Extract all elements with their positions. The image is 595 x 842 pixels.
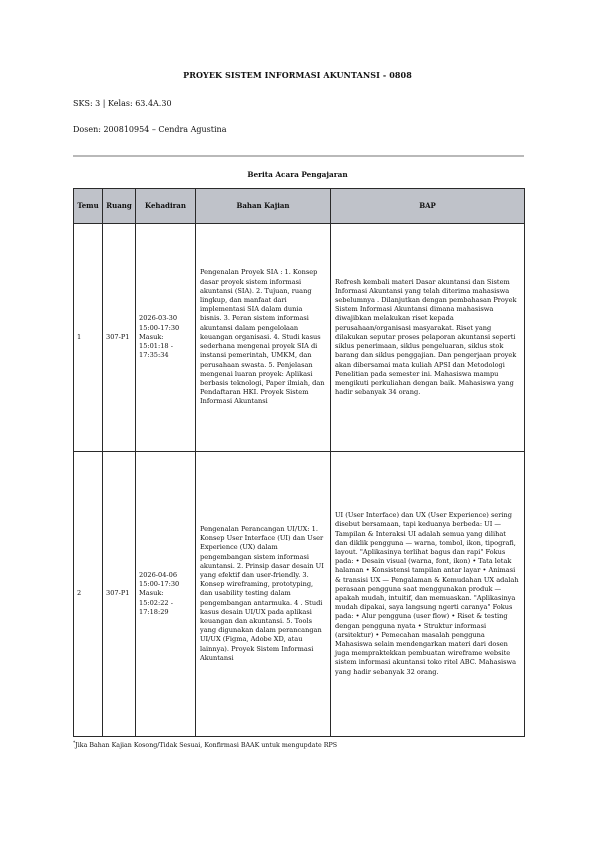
col-header-bahan-kajian: Bahan Kajian bbox=[196, 189, 331, 224]
divider bbox=[73, 155, 524, 157]
col-header-bap: BAP bbox=[331, 189, 525, 224]
cell-bap: UI (User Interface) dan UX (User Experience) sering disebut bersamaan, tapi keduanya berbeda: UI — Tampilan & Interaksi UI adalah semua yang dilihat dan diklik pengguna — warna, tombol, ikon, tipografi, layout. "Aplikasinya terlihat bagus dan rapi" Fokus pada: • Desain visual (warna, font, ikon) • Tata letak halaman • Konsistensi tampilan antar layar • Animasi & transisi UX — Pengalaman & Kemudahan UX adalah perasaan pengguna saat menggunakan produk — apakah mudah, intuitif, dan memuaskan. "Aplikasinya mudah dipakai, saya langsung ngerti caranya" Fokus pada: • Alur pengguna (user flow) • Riset & testing dengan pengguna nyata • Struktur informasi (arsitektur) • Pemecahan masalah pengguna Mahasiswa selain mendengarkan materi dari dosen juga mempraktekkan pembuatan wireframe website sistem informasi akuntansi toko ritel ABC. Mahasiswa yang hadir sebanyak 32 orang. bbox=[331, 452, 525, 737]
cell-bahan-kajian: Pengenalan Perancangan UI/UX: 1. Konsep User Interface (UI) dan User Experience (UX) dalam pengembangan sistem informasi akuntansi. 2. Prinsip dasar desain UI yang efektif dan user-friendly. 3. Konsep wireframing, prototyping, dan usability testing dalam pengembangan antarmuka. 4 . Studi kasus desain UI/UX pada aplikasi keuangan dan akuntansi. 5. Tools yang digunakan dalam perancangan UI/UX (Figma, Adobe XD, atau lainnya). Proyek Sistem Informasi Akuntansi bbox=[196, 452, 331, 737]
footnote bbox=[73, 741, 337, 749]
cell-temu: 1 bbox=[74, 224, 103, 452]
table-row bbox=[74, 452, 525, 737]
cell-bap: Refresh kembali materi Dasar akuntansi dan Sistem Informasi Akuntansi yang telah diterima mahasiswa sebelumnya . Dilanjutkan dengan pembahasan Proyek Sistem Informasi Akuntansi dimana mahasiswa diwajibkan melakukan riset kepada perusahaan/organisasi masyarakat. Riset yang dilakukan seputar proses pelaporan akuntansi seperti siklus penerimaan, siklus pengeluaran, siklus stok barang dan siklus penggajian. Dan pengerjaan proyek akan dibersamai mata kuliah APSI dan Metodologi Penelitian pada semester ini. Mahasiswa mampu mengikuti perkuliahan dengan baik. Mahasiswa yang hadir sebanyak 34 orang. bbox=[331, 224, 525, 452]
col-header-ruang: Ruang bbox=[103, 189, 136, 224]
cell-kehadiran: 2026-03-30 15:00-17:30 Masuk: 15:01:18 - 17:35:34 bbox=[136, 224, 196, 452]
cell-ruang: 307-P1 bbox=[103, 224, 136, 452]
col-header-kehadiran: Kehadiran bbox=[136, 189, 196, 224]
cell-bahan-kajian: Pengenalan Proyek SIA : 1. Konsep dasar proyek sistem informasi akuntansi (SIA). 2. Tujuan, ruang lingkup, dan manfaat dari implementasi SIA dalam dunia bisnis. 3. Peran sistem informasi akuntansi dalam pengelolaan keuangan organisasi. 4. Studi kasus sederhana mengenai proyek SIA di instansi pemerintah, UMKM, dan perusahaan swasta. 5. Penjelasan mengenai luaran proyek: Aplikasi berbasis teknologi, Paper ilmiah, dan Pendaftaran HKI. Proyek Sistem Informasi Akuntansi bbox=[196, 224, 331, 452]
col-header-temu: Temu bbox=[74, 189, 103, 224]
table-caption: Berita Acara Pengajaran bbox=[247, 170, 348, 179]
sks-class-line: SKS: 3 | Kelas: 63.4A.30 bbox=[73, 99, 172, 108]
footnote-text: Jika Bahan Kajian Kosong/Tidak Sesuai, Konfirmasi BAAK untuk mengupdate RPS bbox=[75, 742, 338, 750]
cell-kehadiran: 2026-04-06 15:00-17:30 Masuk: 15:02:22 - 17:18:29 bbox=[136, 452, 196, 737]
document-title: PROYEK SISTEM INFORMASI AKUNTANSI - 0808 bbox=[183, 70, 412, 80]
table-header-row bbox=[74, 189, 525, 224]
table-row bbox=[74, 224, 525, 452]
teaching-report-table bbox=[73, 188, 525, 737]
footnote-marker: * bbox=[73, 741, 76, 746]
cell-ruang: 307-P1 bbox=[103, 452, 136, 737]
lecturer-line: Dosen: 200810954 – Cendra Agustina bbox=[73, 125, 227, 134]
cell-temu: 2 bbox=[74, 452, 103, 737]
